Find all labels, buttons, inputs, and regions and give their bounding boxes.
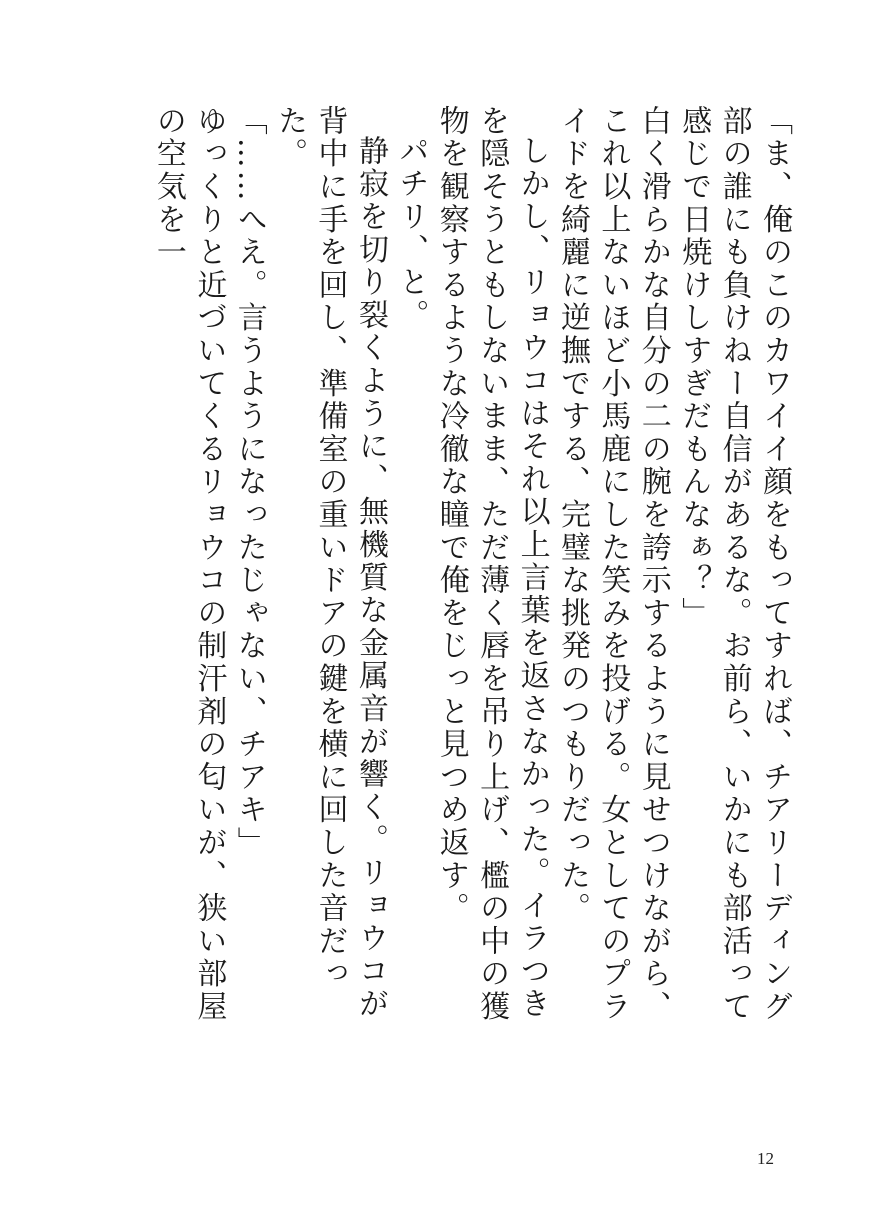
vertical-text-body (74, 105, 794, 1035)
page-number: 12 (757, 1149, 774, 1168)
paragraph-narration-lock: 静寂を切り裂くように、無機質な金属音が響く。リョウコが背中に手を回し、準備室の重いドアの鍵を横に回した音だった。 (272, 105, 388, 1021)
paragraph-narration-arm: 白く滑らかな自分の二の腕を誇示するように見せつけながら、これ以上ないほど小馬鹿にした笑みを投げる。女としてのプライドを綺麗に逆撫でする、完璧な挑発のつもりだった。 (554, 105, 671, 1024)
paragraph-narration-approach: ゆっくりと近づいてくるリョウコの制汗剤の匂いが、狭い部屋の空気を一 (150, 105, 227, 1024)
paragraph-dialogue-ryouko: 「……へえ。言うようになったじゃない、チアキ」 (231, 105, 267, 860)
paragraph-sound-effect: パチリ、と。 (393, 135, 429, 332)
paragraph-dialogue-chiaki: 「ま、俺のこのカワイイ顔をもってすれば、チアリーディング部の誰にも負けねー自信があるな。お前ら、いかにも部活って感じで日焼けしすぎだもんなぁ？」 (676, 105, 792, 1024)
paragraph-narration-ryouko: しかし、リョウコはそれ以上言葉を返さなかった。イラつきを隠そうともしないまま、ただ薄く唇を吊り上げ、檻の中の獲物を観察するような冷徹な瞳で俺をじっと見つめ返す。 (433, 105, 550, 1024)
